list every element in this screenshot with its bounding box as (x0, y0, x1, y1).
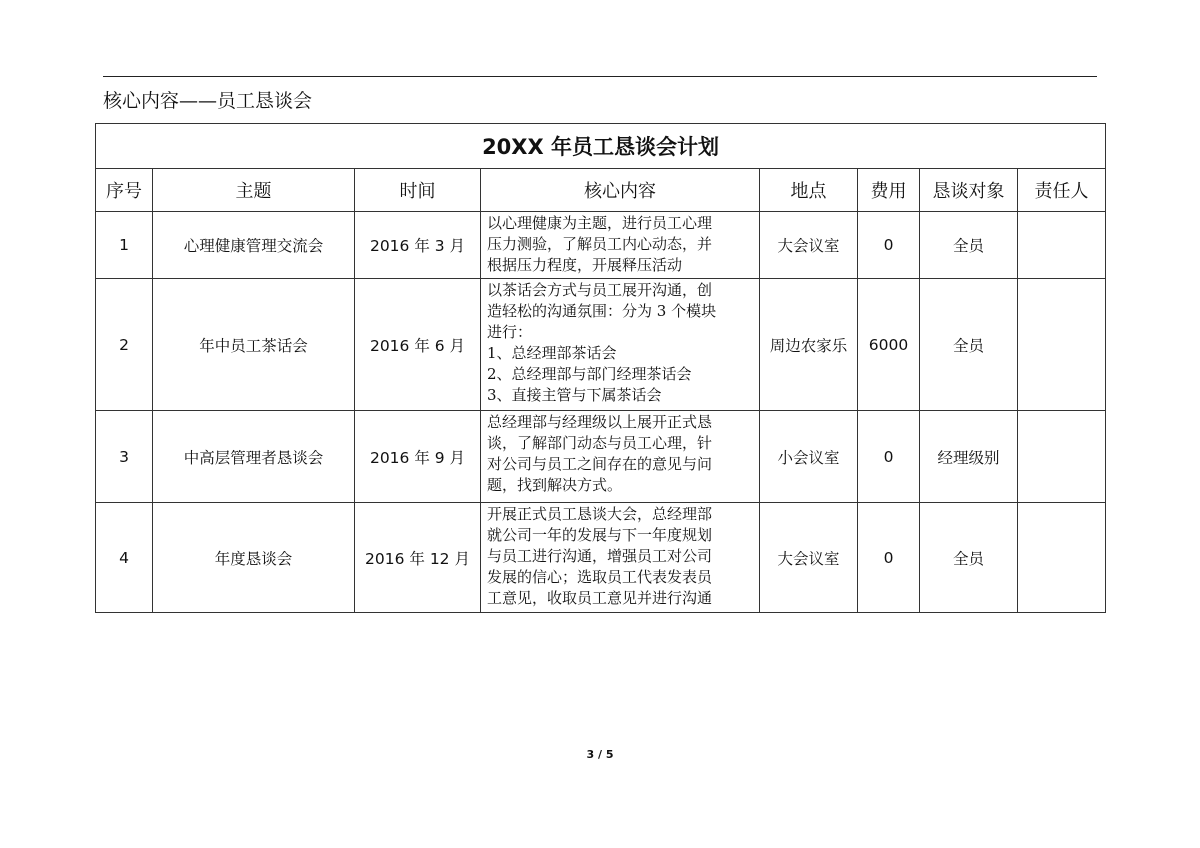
cell-topic: 年度恳谈会 (153, 503, 355, 613)
cell-time: 2016 年 9 月 (355, 411, 481, 503)
column-header-place: 地点 (760, 169, 858, 212)
cell-owner (1018, 279, 1106, 411)
cell-no: 4 (96, 503, 153, 613)
content-line: 3、直接主管与下属茶话会 (487, 386, 662, 404)
header-row (96, 169, 1106, 212)
cell-topic: 中高层管理者恳谈会 (153, 411, 355, 503)
column-header-cost: 费用 (858, 169, 920, 212)
column-header-owner: 责任人 (1018, 169, 1106, 212)
header-rule (103, 76, 1097, 77)
content-line: 对公司与员工之间存在的意见与问 (487, 455, 713, 473)
cell-owner (1018, 212, 1106, 279)
cell-target: 全员 (920, 279, 1018, 411)
cell-cost: 0 (858, 411, 920, 503)
cell-cost: 0 (858, 503, 920, 613)
page-number: 3 / 5 (586, 748, 614, 761)
content-line: 压力测验，了解员工内心动态，并 (487, 235, 713, 253)
content-line: 进行： (487, 323, 533, 341)
content-line: 题，找到解决方式。 (487, 476, 623, 494)
cell-owner (1018, 411, 1106, 503)
cell-cost: 0 (858, 212, 920, 279)
table-row (96, 503, 1106, 613)
table-row (96, 411, 1106, 503)
cell-cost: 6000 (858, 279, 920, 411)
cell-time: 2016 年 6 月 (355, 279, 481, 411)
cell-topic: 年中员工茶话会 (153, 279, 355, 411)
cell-no: 3 (96, 411, 153, 503)
table-title: 20XX 年员工恳谈会计划 (96, 124, 1106, 169)
content-line: 发展的信心；选取员工代表发表员 (487, 568, 713, 586)
cell-owner (1018, 503, 1106, 613)
column-header-content: 核心内容 (481, 169, 760, 212)
cell-place: 大会议室 (760, 212, 858, 279)
cell-topic: 心理健康管理交流会 (153, 212, 355, 279)
section-title: 核心内容——员工恳谈会 (103, 90, 313, 112)
cell-target: 经理级别 (920, 411, 1018, 503)
content-line: 就公司一年的发展与下一年度规划 (487, 526, 713, 544)
content-line: 造轻松的沟通氛围：分为 3 个模块 (487, 302, 717, 320)
content-line: 与员工进行沟通，增强员工对公司 (487, 547, 713, 565)
cell-content (481, 279, 760, 411)
content-line: 工意见，收取员工意见并进行沟通 (487, 589, 713, 607)
cell-place: 大会议室 (760, 503, 858, 613)
column-header-topic: 主题 (153, 169, 355, 212)
content-line: 1、总经理部茶话会 (487, 344, 617, 362)
content-line: 总经理部与经理级以上展开正式恳 (487, 413, 713, 431)
table-row (96, 212, 1106, 279)
cell-content (481, 503, 760, 613)
column-header-target: 恳谈对象 (920, 169, 1018, 212)
content-line: 以茶话会方式与员工展开沟通，创 (487, 281, 713, 299)
column-header-time: 时间 (355, 169, 481, 212)
cell-place: 小会议室 (760, 411, 858, 503)
cell-place: 周边农家乐 (760, 279, 858, 411)
plan-table (95, 123, 1106, 613)
table-row (96, 279, 1106, 411)
cell-no: 1 (96, 212, 153, 279)
content-line: 以心理健康为主题，进行员工心理 (487, 214, 713, 232)
cell-content (481, 411, 760, 503)
content-line: 根据压力程度，开展释压活动 (487, 256, 683, 274)
cell-target: 全员 (920, 503, 1018, 613)
cell-content (481, 212, 760, 279)
content-line: 谈，了解部门动态与员工心理，针 (487, 434, 713, 452)
cell-time: 2016 年 12 月 (355, 503, 481, 613)
content-line: 2、总经理部与部门经理茶话会 (487, 365, 692, 383)
column-header-no: 序号 (96, 169, 153, 212)
cell-target: 全员 (920, 212, 1018, 279)
cell-time: 2016 年 3 月 (355, 212, 481, 279)
content-line: 开展正式员工恳谈大会，总经理部 (487, 505, 713, 523)
cell-no: 2 (96, 279, 153, 411)
